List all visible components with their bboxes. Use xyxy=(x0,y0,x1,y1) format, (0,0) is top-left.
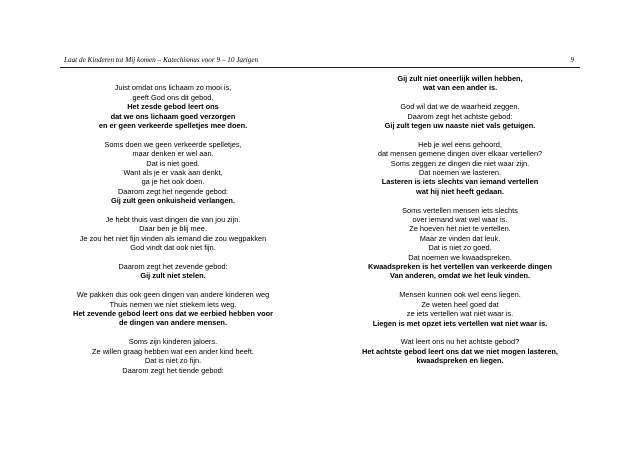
text-line: maar denken er wel aan. xyxy=(132,149,214,159)
text-line: Daarom zegt het achtste gebod: xyxy=(407,111,513,121)
text-line: Daarom zegt het zevende gebod: xyxy=(118,262,228,272)
bold-text-line: Van anderen, omdat we het leuk vinden. xyxy=(389,271,531,281)
text-line: Ze weten heel goed dat xyxy=(421,299,499,309)
text-line: Je zou het niet fijn vinden als iemand die zou wegpakken xyxy=(79,233,267,243)
text-line: Wat leert ons nu het achtste gebod? xyxy=(400,337,520,347)
page-number: 9 xyxy=(570,56,574,64)
text-line: Daarom zegt het negende gebod: xyxy=(117,186,229,196)
bold-text-line: Lasteren is iets slechts van iemand vertellen xyxy=(381,177,539,187)
paragraph-gap xyxy=(44,130,302,139)
bold-text-line: wat van een ander is. xyxy=(422,83,498,93)
bold-text-line: Kwaadspreken is het vertellen van verkeerde dingen xyxy=(367,262,553,272)
text-line: Soms zeggen ze dingen die niet waar zijn. xyxy=(390,158,530,168)
bold-text-line: Het zevende gebod leert ons dat we eerbied hebben voor xyxy=(72,309,273,319)
text-line: Soms zijn kinderen jaloers. xyxy=(128,337,218,347)
paragraph-gap xyxy=(44,328,302,337)
right-column xyxy=(334,74,586,366)
text-line: Soms vertellen mensen iets slechts xyxy=(402,205,518,215)
header-rule xyxy=(60,67,580,68)
text-line: ze iets vertellen wat niet waar is. xyxy=(406,309,514,319)
text-line: dat mensen gemene dingen over elkaar vertellen? xyxy=(377,149,543,159)
text-line: Je hebt thuis vast dingen die van jou zijn. xyxy=(105,215,241,225)
text-line: Dat noemen we lasteren. xyxy=(418,168,502,178)
text-line: Ze hoeven het niet te vertellen. xyxy=(409,224,511,234)
bold-text-line: de dingen van andere mensen. xyxy=(118,318,228,328)
document-title: Laat de Kinderen tot Mij komen – Katechismus voor 9 – 10 Jarigen xyxy=(64,56,259,64)
text-line: Mensen kunnen ook wel eens liegen. xyxy=(399,290,521,300)
paragraph-gap xyxy=(44,206,302,215)
text-line: Maar ze vinden dat leuk. xyxy=(419,233,501,243)
paragraph-gap xyxy=(44,281,302,290)
text-line: Juist omdat ons lichaam zo mooi is, xyxy=(114,83,232,93)
text-line: Dat noemen we kwaadspreken. xyxy=(408,252,512,262)
paragraph-gap xyxy=(334,196,586,205)
bold-text-line: Liegen is met opzet iets vertellen wat niet waar is. xyxy=(372,318,548,328)
text-line: Want als je er vaak aan denkt, xyxy=(123,168,223,178)
bold-text-line: Het achtste gebod leert ons dat we niet mogen lasteren, xyxy=(362,346,558,356)
text-line: Daarom zegt het tiende gebod: xyxy=(122,365,224,375)
bold-text-line: wat hij niet heeft gedaan. xyxy=(416,186,504,196)
bold-text-line: Gij zult niet stelen. xyxy=(140,271,206,281)
text-line: Heb je wel eens gehoord, xyxy=(418,139,502,149)
text-line: over iemand wat wel waar is. xyxy=(412,215,508,225)
paragraph-gap xyxy=(44,74,302,83)
text-line: Dat is niet zo goed. xyxy=(428,243,492,253)
paragraph-gap xyxy=(334,93,586,102)
text-line: We pakken dus ook geen dingen van andere kinderen weg xyxy=(76,290,270,300)
bold-text-line: kwaadspreken en liegen. xyxy=(416,356,504,366)
text-line: geeft God ons dit gebod. xyxy=(132,92,214,102)
paragraph-gap xyxy=(334,281,586,290)
bold-text-line: Het zesde gebod leert ons xyxy=(127,102,219,112)
bold-text-line: Gij zult tegen uw naaste niet vals getuigen. xyxy=(384,121,536,131)
text-line: Dat is niet zo fijn. xyxy=(144,356,202,366)
bold-text-line: en er geen verkeerde spelletjes mee doen. xyxy=(98,121,248,131)
text-line: God wil dat we de waarheid zeggen. xyxy=(400,102,520,112)
text-line: God vindt dat ook niet fijn. xyxy=(130,243,216,253)
bold-text-line: dat we ons lichaam goed verzorgen xyxy=(110,111,236,121)
text-line: Daar ben je blij mee. xyxy=(139,224,207,234)
bold-text-line: Gij zult geen onkuisheid verlangen. xyxy=(110,196,236,206)
text-line: Soms doen we geen verkeerde spelletjes, xyxy=(104,139,242,149)
text-line: Ze willen graag hebben wat een ander kind heeft. xyxy=(92,346,254,356)
paragraph-gap xyxy=(334,130,586,139)
text-line: Dat is niet goed. xyxy=(146,158,200,168)
bold-text-line: Gij zult niet oneerlijk willen hebben, xyxy=(397,74,523,83)
paragraph-gap xyxy=(44,253,302,262)
left-column xyxy=(44,74,302,375)
text-line: ga je het ook doen. xyxy=(141,177,205,187)
text-line: Thuis nemen we niet stiekem iets weg. xyxy=(109,299,237,309)
paragraph-gap xyxy=(334,328,586,337)
